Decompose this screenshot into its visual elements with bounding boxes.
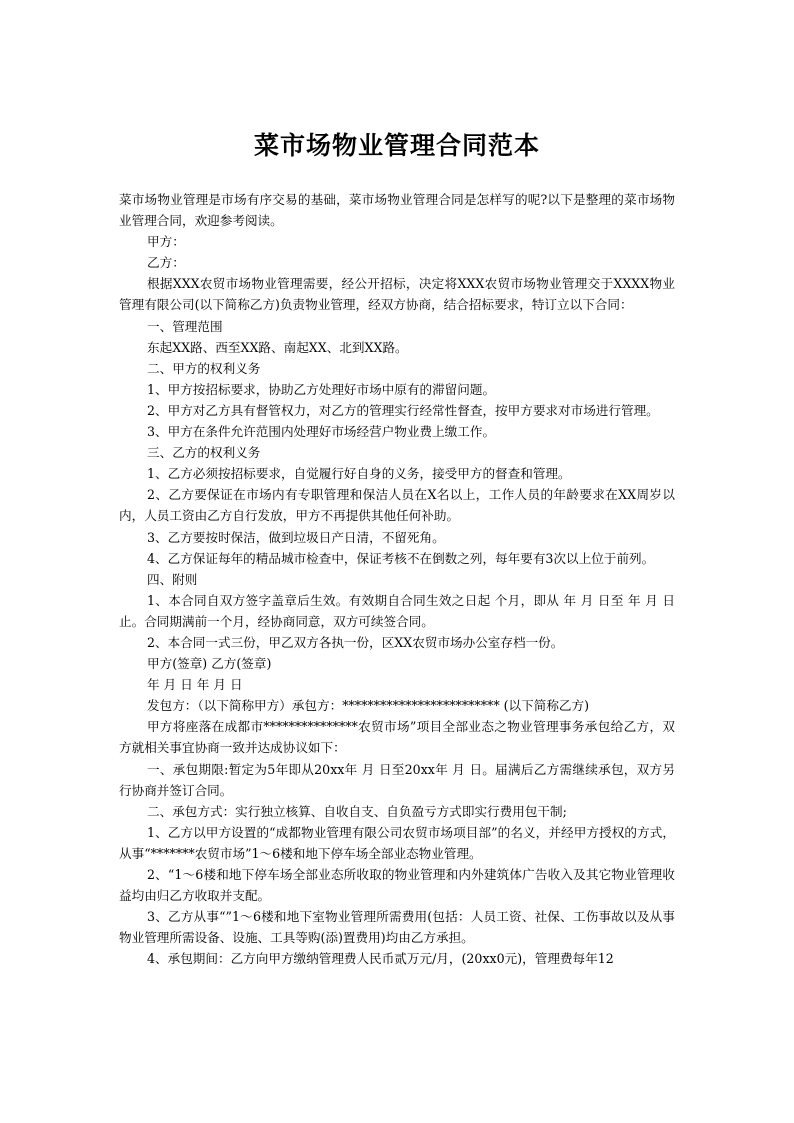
document-paragraph: 2、本合同一式三份，甲乙双方各执一份，区XX农贸市场办公室存档一份。 bbox=[147, 634, 564, 650]
document-paragraph: 甲方： bbox=[147, 234, 185, 250]
document-paragraph: 二、承包方式：实行独立核算、自收自支、自负盈亏方式即实行费用包干制; bbox=[147, 803, 567, 819]
document-paragraph: 东起XX路、西至XX路、南起XX、北到XX路。 bbox=[147, 339, 408, 355]
document-paragraph: 一、承包期限:暂定为5年即从20xx年 月 日至20xx年 月 日。届满后乙方需继续承包，双方另行协商并签订合同。 bbox=[119, 761, 675, 798]
document-paragraph: 年 月 日 年 月 日 bbox=[147, 677, 243, 693]
document-paragraph: 4、承包期间：乙方向甲方缴纳管理费人民币贰万元/月，(20xx0元)，管理费每年12 bbox=[147, 951, 614, 967]
document-body bbox=[119, 189, 675, 969]
document-paragraph: 甲方(签章) 乙方(签章) bbox=[147, 656, 272, 672]
document-paragraph: 一、管理范围 bbox=[147, 318, 223, 334]
document-paragraph: 菜市场物业管理是市场有序交易的基础，菜市场物业管理合同是怎样写的呢?以下是整理的菜市场物业管理合同，欢迎参考阅读。 bbox=[119, 192, 675, 229]
document-paragraph: 2、甲方对乙方具有督管权力，对乙方的管理实行经常性督查，按甲方要求对市场进行管理。 bbox=[147, 402, 659, 418]
document-paragraph: 发包方：（以下简称甲方）承包方：************************* (以下简称乙方) bbox=[147, 698, 590, 714]
document-paragraph: 乙方： bbox=[147, 255, 185, 271]
document-paragraph: 2、乙方要保证在市场内有专职管理和保洁人员在X名以上，工作人员的年龄要求在XX周岁以内，人员工资由乙方自行发放，甲方不再提供其他任何补助。 bbox=[119, 487, 675, 524]
document-paragraph: 1、甲方按招标要求，协助乙方处理好市场中原有的滞留问题。 bbox=[147, 381, 496, 397]
document-paragraph: 二、甲方的权利义务 bbox=[147, 360, 261, 376]
document-paragraph: 3、甲方在条件允许范围内处理好市场经营户物业费上缴工作。 bbox=[147, 424, 496, 440]
document-paragraph: 三、乙方的权利义务 bbox=[147, 445, 261, 461]
document-paragraph: 3、乙方从事“”1～6楼和地下室物业管理所需费用(包括：人员工资、社保、工伤事故以及从事物业管理所需设备、设施、工具等购(添)置费用)均由乙方承担。 bbox=[119, 909, 675, 946]
document-paragraph: 根据XXX农贸市场物业管理需要，经公开招标，决定将XXX农贸市场物业管理交于XXXX物业管理有限公司(以下简称乙方)负责物业管理，经双方协商，结合招标要求，特订立以下合同： bbox=[119, 276, 675, 313]
document-paragraph: 1、乙方以甲方设置的“成都物业管理有限公司农贸市场项目部”的名义，并经甲方授权的方式，从事“*******农贸市场”1～6楼和地下停车场全部业态物业管理。 bbox=[119, 824, 675, 861]
document-paragraph: 3、乙方要按时保洁，做到垃圾日产日清，不留死角。 bbox=[147, 529, 445, 545]
document-paragraph: 甲方将座落在成都市***************农贸市场”项目全部业态之物业管理事务承包给乙方，双方就相关事宜协商一致并达成协议如下： bbox=[119, 719, 675, 756]
document-paragraph: 4、乙方保证每年的精品城市检查中，保证考核不在倒数之列，每年要有3次以上位于前列。 bbox=[147, 550, 655, 566]
document-paragraph: 1、本合同自双方签字盖章后生效。有效期自合同生效之日起 个月，即从 年 月 日至 年 月 日止。合同期满前一个月，经协商同意，双方可续签合同。 bbox=[119, 592, 675, 629]
document-paragraph: 1、乙方必须按招标要求，自觉履行好自身的义务，接受甲方的督查和管理。 bbox=[147, 466, 571, 482]
document-paragraph: 2、“1～6楼和地下停车场全部业态所收取的物业管理和内外建筑体广告收入及其它物业管理收益均由归乙方收取并支配。 bbox=[119, 867, 675, 904]
document-paragraph: 四、附则 bbox=[147, 571, 198, 587]
document-title: 菜市场物业管理合同范本 bbox=[253, 131, 540, 160]
